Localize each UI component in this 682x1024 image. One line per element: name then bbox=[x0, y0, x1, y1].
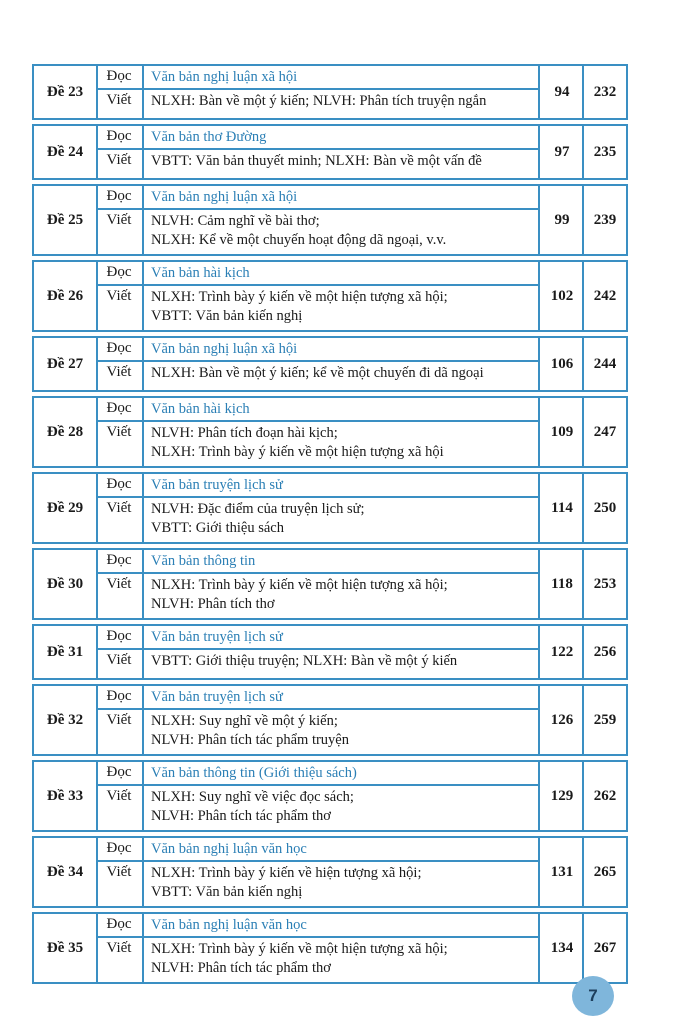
reading-text: Văn bản nghị luận văn học bbox=[151, 917, 307, 933]
writing-line: NLXH: Kể về một chuyến hoạt động dã ngoại, v.v. bbox=[151, 232, 447, 248]
reading-type: Đọc bbox=[96, 838, 144, 860]
reading-row bbox=[96, 66, 538, 90]
toc-entry bbox=[32, 64, 628, 120]
writing-text bbox=[144, 938, 448, 982]
toc-entry bbox=[32, 624, 628, 680]
exam-rows bbox=[96, 186, 538, 254]
answer-page: 267 bbox=[582, 914, 626, 982]
question-page: 118 bbox=[538, 550, 584, 618]
toc-entry bbox=[32, 336, 628, 392]
reading-row bbox=[96, 686, 538, 710]
reading-row bbox=[96, 838, 538, 862]
writing-type: Viết bbox=[96, 710, 144, 754]
writing-text bbox=[144, 210, 446, 254]
reading-type: Đọc bbox=[96, 626, 144, 648]
writing-line: NLXH: Bàn về một ý kiến; NLVH: Phân tích truyện ngắn bbox=[151, 93, 487, 109]
answer-page: 232 bbox=[582, 66, 626, 118]
writing-type: Viết bbox=[96, 210, 144, 254]
reading-text: Văn bản hài kịch bbox=[151, 401, 250, 417]
toc-entry bbox=[32, 760, 628, 832]
reading-text: Văn bản truyện lịch sử bbox=[151, 689, 283, 705]
writing-line: VBTT: Văn bản thuyết minh; NLXH: Bàn về một vấn đề bbox=[151, 153, 482, 169]
answer-page: 250 bbox=[582, 474, 626, 542]
writing-text bbox=[144, 862, 421, 906]
writing-line: NLVH: Phân tích tác phẩm truyện bbox=[151, 732, 349, 748]
writing-line: VBTT: Văn bản kiến nghị bbox=[151, 308, 303, 324]
exam-rows bbox=[96, 762, 538, 830]
writing-line: NLVH: Phân tích tác phẩm thơ bbox=[151, 960, 331, 976]
reading-type: Đọc bbox=[96, 398, 144, 420]
writing-line: NLVH: Phân tích tác phẩm thơ bbox=[151, 808, 331, 824]
writing-row bbox=[96, 210, 538, 254]
writing-row bbox=[96, 862, 538, 906]
writing-row bbox=[96, 286, 538, 330]
writing-row bbox=[96, 786, 538, 830]
exam-rows bbox=[96, 66, 538, 118]
reading-text: Văn bản thơ Đường bbox=[151, 129, 267, 145]
toc-entry bbox=[32, 836, 628, 908]
toc-entry bbox=[32, 124, 628, 180]
toc-entry bbox=[32, 396, 628, 468]
reading-text: Văn bản thông tin bbox=[151, 553, 256, 569]
exam-label: Đề 23 bbox=[34, 66, 98, 118]
writing-type: Viết bbox=[96, 574, 144, 618]
reading-type: Đọc bbox=[96, 186, 144, 208]
answer-page: 265 bbox=[582, 838, 626, 906]
question-page: 99 bbox=[538, 186, 584, 254]
toc-entry bbox=[32, 548, 628, 620]
reading-text: Văn bản truyện lịch sử bbox=[151, 629, 283, 645]
writing-type: Viết bbox=[96, 786, 144, 830]
reading-row bbox=[96, 914, 538, 938]
exam-label: Đề 32 bbox=[34, 686, 98, 754]
writing-line: NLXH: Trình bày ý kiến về hiện tượng xã hội; bbox=[151, 865, 422, 881]
writing-text bbox=[144, 574, 448, 618]
reading-row bbox=[96, 262, 538, 286]
reading-text: Văn bản nghị luận xã hội bbox=[151, 69, 298, 85]
question-page: 109 bbox=[538, 398, 584, 466]
toc-entry bbox=[32, 472, 628, 544]
reading-row bbox=[96, 626, 538, 650]
writing-row bbox=[96, 498, 538, 542]
exam-label: Đề 29 bbox=[34, 474, 98, 542]
writing-text bbox=[144, 90, 486, 118]
reading-text: Văn bản hài kịch bbox=[151, 265, 250, 281]
exam-label: Đề 28 bbox=[34, 398, 98, 466]
reading-row bbox=[96, 186, 538, 210]
toc-entry bbox=[32, 184, 628, 256]
exam-rows bbox=[96, 474, 538, 542]
writing-row bbox=[96, 938, 538, 982]
exam-label: Đề 26 bbox=[34, 262, 98, 330]
writing-line: VBTT: Văn bản kiến nghị bbox=[151, 884, 303, 900]
question-page: 114 bbox=[538, 474, 584, 542]
writing-line: NLXH: Suy nghĩ về một ý kiến; bbox=[151, 713, 338, 729]
page-number: 7 bbox=[588, 986, 598, 1005]
exam-rows bbox=[96, 838, 538, 906]
writing-text bbox=[144, 150, 482, 178]
exam-rows bbox=[96, 126, 538, 178]
exam-label: Đề 27 bbox=[34, 338, 98, 390]
reading-type: Đọc bbox=[96, 762, 144, 784]
writing-text bbox=[144, 362, 484, 390]
reading-text: Văn bản thông tin (Giới thiệu sách) bbox=[151, 765, 357, 781]
answer-page: 262 bbox=[582, 762, 626, 830]
question-page: 106 bbox=[538, 338, 584, 390]
reading-type: Đọc bbox=[96, 550, 144, 572]
writing-line: NLVH: Phân tích thơ bbox=[151, 596, 275, 612]
answer-page: 253 bbox=[582, 550, 626, 618]
reading-type: Đọc bbox=[96, 686, 144, 708]
reading-row bbox=[96, 550, 538, 574]
writing-type: Viết bbox=[96, 286, 144, 330]
exam-rows bbox=[96, 338, 538, 390]
question-page: 134 bbox=[538, 914, 584, 982]
writing-row bbox=[96, 422, 538, 466]
writing-line: VBTT: Giới thiệu sách bbox=[151, 520, 284, 536]
reading-text: Văn bản nghị luận xã hội bbox=[151, 189, 298, 205]
writing-text bbox=[144, 498, 365, 542]
writing-type: Viết bbox=[96, 422, 144, 466]
answer-page: 235 bbox=[582, 126, 626, 178]
reading-row bbox=[96, 398, 538, 422]
writing-row bbox=[96, 574, 538, 618]
toc-entry bbox=[32, 684, 628, 756]
writing-line: NLXH: Trình bày ý kiến về một hiện tượng xã hội bbox=[151, 444, 444, 460]
question-page: 122 bbox=[538, 626, 584, 678]
question-page: 94 bbox=[538, 66, 584, 118]
exam-rows bbox=[96, 626, 538, 678]
answer-page: 256 bbox=[582, 626, 626, 678]
table-of-contents bbox=[32, 64, 628, 988]
toc-entry bbox=[32, 912, 628, 984]
writing-text bbox=[144, 710, 349, 754]
exam-rows bbox=[96, 550, 538, 618]
exam-label: Đề 31 bbox=[34, 626, 98, 678]
reading-row bbox=[96, 126, 538, 150]
writing-text bbox=[144, 786, 354, 830]
writing-row bbox=[96, 362, 538, 390]
writing-line: NLVH: Cảm nghĩ về bài thơ; bbox=[151, 213, 320, 229]
answer-page: 244 bbox=[582, 338, 626, 390]
writing-type: Viết bbox=[96, 90, 144, 118]
reading-type: Đọc bbox=[96, 474, 144, 496]
writing-line: VBTT: Giới thiệu truyện; NLXH: Bàn về một ý kiến bbox=[151, 653, 458, 669]
writing-type: Viết bbox=[96, 150, 144, 178]
answer-page: 242 bbox=[582, 262, 626, 330]
exam-rows bbox=[96, 262, 538, 330]
reading-type: Đọc bbox=[96, 66, 144, 88]
writing-row bbox=[96, 150, 538, 178]
reading-text: Văn bản nghị luận xã hội bbox=[151, 341, 298, 357]
exam-label: Đề 33 bbox=[34, 762, 98, 830]
answer-page: 259 bbox=[582, 686, 626, 754]
writing-type: Viết bbox=[96, 498, 144, 542]
reading-row bbox=[96, 762, 538, 786]
reading-text: Văn bản truyện lịch sử bbox=[151, 477, 283, 493]
exam-rows bbox=[96, 686, 538, 754]
question-page: 126 bbox=[538, 686, 584, 754]
exam-rows bbox=[96, 398, 538, 466]
page-number-badge bbox=[572, 976, 614, 1016]
writing-line: NLXH: Trình bày ý kiến về một hiện tượng xã hội; bbox=[151, 289, 448, 305]
question-page: 102 bbox=[538, 262, 584, 330]
reading-text: Văn bản nghị luận văn học bbox=[151, 841, 307, 857]
writing-line: NLXH: Suy nghĩ về việc đọc sách; bbox=[151, 789, 354, 805]
reading-type: Đọc bbox=[96, 262, 144, 284]
writing-line: NLXH: Bàn về một ý kiến; kể về một chuyến đi dã ngoại bbox=[151, 365, 484, 381]
question-page: 97 bbox=[538, 126, 584, 178]
writing-row bbox=[96, 650, 538, 678]
reading-row bbox=[96, 338, 538, 362]
reading-type: Đọc bbox=[96, 126, 144, 148]
answer-page: 239 bbox=[582, 186, 626, 254]
writing-row bbox=[96, 90, 538, 118]
reading-type: Đọc bbox=[96, 338, 144, 360]
exam-label: Đề 24 bbox=[34, 126, 98, 178]
writing-line: NLVH: Đặc điểm của truyện lịch sử; bbox=[151, 501, 365, 517]
writing-type: Viết bbox=[96, 650, 144, 678]
question-page: 131 bbox=[538, 838, 584, 906]
exam-label: Đề 34 bbox=[34, 838, 98, 906]
writing-text bbox=[144, 286, 448, 330]
writing-type: Viết bbox=[96, 862, 144, 906]
reading-row bbox=[96, 474, 538, 498]
writing-type: Viết bbox=[96, 362, 144, 390]
exam-label: Đề 35 bbox=[34, 914, 98, 982]
reading-type: Đọc bbox=[96, 914, 144, 936]
toc-entry bbox=[32, 260, 628, 332]
writing-line: NLVH: Phân tích đoạn hài kịch; bbox=[151, 425, 338, 441]
writing-line: NLXH: Trình bày ý kiến về một hiện tượng xã hội; bbox=[151, 577, 448, 593]
exam-label: Đề 30 bbox=[34, 550, 98, 618]
writing-row bbox=[96, 710, 538, 754]
question-page: 129 bbox=[538, 762, 584, 830]
writing-type: Viết bbox=[96, 938, 144, 982]
writing-text bbox=[144, 422, 444, 466]
answer-page: 247 bbox=[582, 398, 626, 466]
writing-line: NLXH: Trình bày ý kiến về một hiện tượng xã hội; bbox=[151, 941, 448, 957]
exam-rows bbox=[96, 914, 538, 982]
exam-label: Đề 25 bbox=[34, 186, 98, 254]
writing-text bbox=[144, 650, 457, 678]
